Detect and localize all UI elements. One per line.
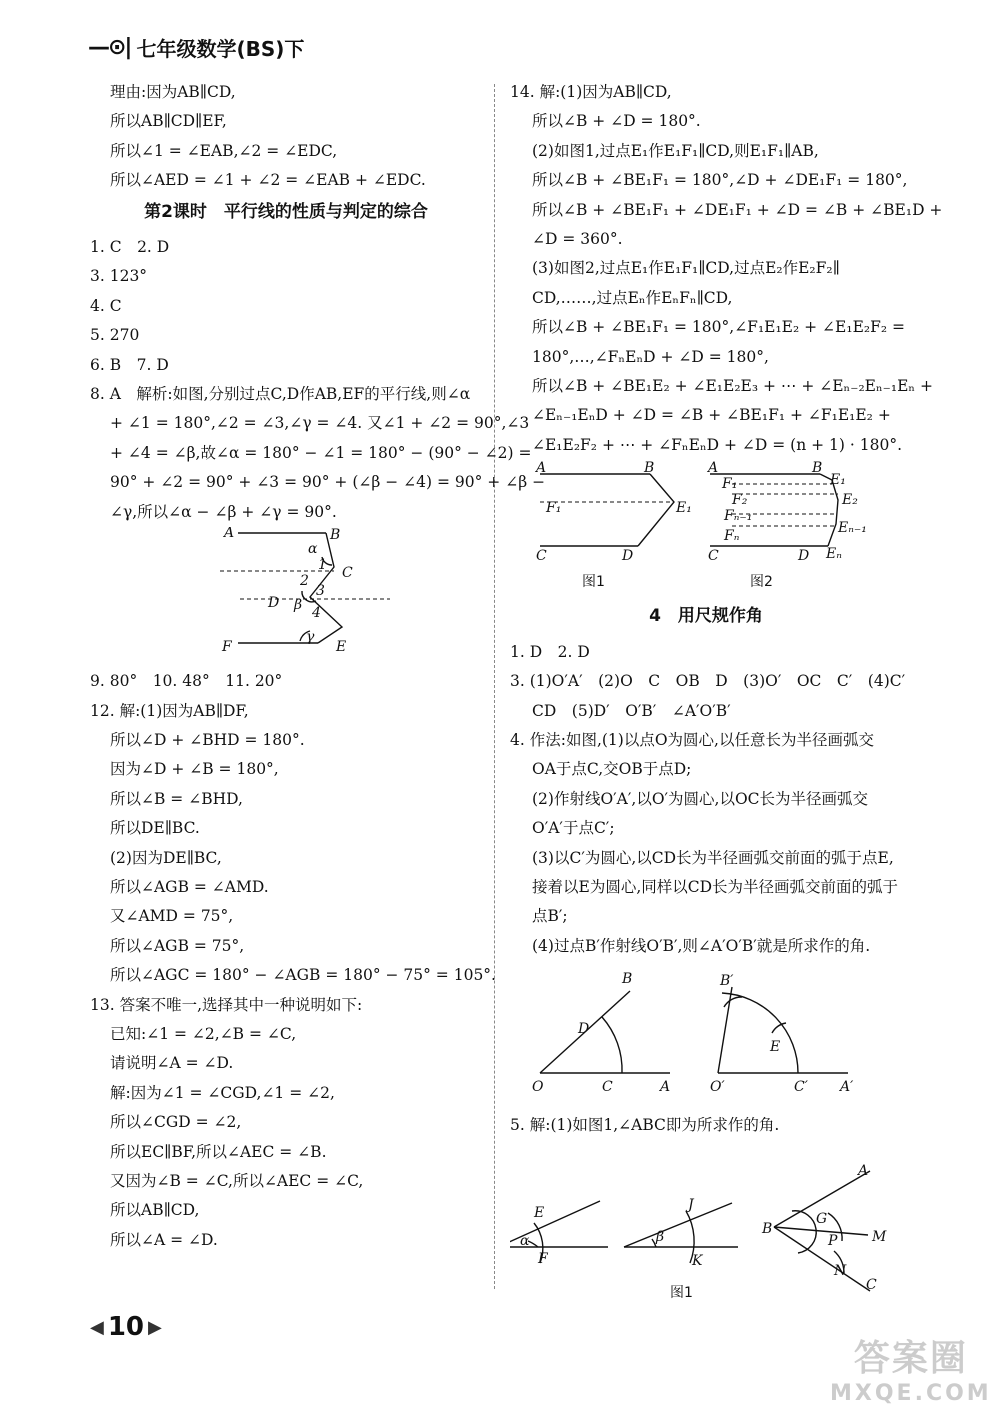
q12-line: 所以DE∥BC. [110,819,200,838]
fig-label: B′ [720,973,734,990]
watermark-url: MXQE.COM [830,1381,992,1406]
fig-label: Eₙ₋₁ [838,520,867,537]
q4-line: 接着以E为圆心,同样以CD长为半径画弧交前面的弧于 [532,877,899,896]
right-arrow-icon: ▶ [148,1316,162,1338]
answer-line: 4. C [90,296,122,315]
fig-label: 3 [316,583,325,600]
q14-line: 所以∠B + ∠BE₁F₁ + ∠DE₁F₁ + ∠D = ∠B + ∠BE₁D + [532,200,943,219]
fig-label: B [644,460,655,477]
fig-label: M [872,1228,887,1245]
q14-line: (3)如图2,过点E₁作E₁F₁∥CD,过点E₂作E₂F₂∥ [532,259,840,278]
q14-line: 所以∠B + ∠BE₁F₁ = 180°,∠F₁E₁E₂ + ∠E₁E₂F₂ = [532,318,905,337]
fig-label: N [834,1262,847,1279]
figure-q5 [510,1141,902,1301]
fig-label: E [336,639,347,656]
text-line: 所以∠1 = ∠EAB,∠2 = ∠EDC, [110,141,338,160]
fig-label: A [224,527,235,542]
answer-line: 1. D 2. D [510,642,590,661]
q14-line: 所以∠B + ∠D = 180°. [532,112,701,131]
fig-label: β [656,1228,665,1245]
answer-line: 3. 123° [90,267,148,286]
fig-label: α [308,541,318,558]
fig-label: B [622,971,633,988]
q12-line: 因为∠D + ∠B = 180°, [110,760,279,779]
q13-line: 又因为∠B = ∠C,所以∠AEC = ∠C, [110,1172,364,1190]
fig-label: D [798,548,810,565]
q14-line: 所以∠B + ∠BE₁E₂ + ∠E₁E₂E₃ + ⋯ + ∠Eₙ₋₂Eₙ₋₁Eₙ + [532,377,934,396]
fig-label: A [708,460,719,477]
answer-line: 6. B 7. D [90,355,169,374]
left-column [90,78,546,1255]
fig-label: A [858,1162,869,1179]
fig-label: C [602,1079,613,1096]
answer-line: 1. C 2. D [90,238,170,257]
q13-line: 所以EC∥BF,所以∠AEC = ∠B. [110,1142,327,1161]
fig-label: F₁ [546,500,562,517]
q8-line: 8. A 解析:如图,分别过点C,D作AB,EF的平行线,则∠α [90,385,471,404]
figure-caption: 图1 [670,1284,693,1301]
fig-label: γ [306,629,315,646]
fig-label: O′ [710,1079,725,1096]
fig-label: C [342,565,353,582]
fig-label: B [762,1220,773,1237]
q4-line: OA于点C,交OB于点D; [532,760,692,779]
book-title: 七年级数学(BS)下 [136,36,305,61]
q12-line: 所以∠AGC = 180° − ∠AGB = 180° − 75° = 105°. [110,966,496,985]
book-logo-icon: —⊙| [88,34,131,60]
q4-line: (3)以C′为圆心,以CD长为半径画弧交前面的弧于点E, [532,848,894,867]
q13-line: 已知:∠1 = ∠2,∠B = ∠C, [110,1024,297,1043]
q13-line: 所以∠CGD = ∠2, [110,1113,242,1132]
column-divider [494,84,495,1289]
q13-line: 13. 答案不唯一,选择其中一种说明如下: [90,995,363,1014]
fig-label: F [222,639,232,656]
q8-line: 90° + ∠2 = 90° + ∠3 = 90° + (∠β − ∠4) = 90° + ∠β − [110,473,546,492]
q12-line: 12. 解:(1)因为AB∥DF, [90,701,249,720]
q14-line: 14. 解:(1)因为AB∥CD, [510,83,672,101]
fig-label: Eₙ [826,546,842,563]
fig-label: F₁ [722,476,738,493]
q8-line: + ∠4 = ∠β,故∠α = 180° − ∠1 = 180° − (90° − ∠2) = [110,443,532,462]
watermark-text: 答案圈 [853,1338,968,1379]
figure-q8 [90,527,482,667]
q13-line: 所以AB∥CD, [110,1201,200,1220]
figure-caption: 图2 [750,574,773,591]
q4-line: (4)过点B′作射线O′B′,则∠A′O′B′就是所求作的角. [532,936,871,955]
watermark [830,1330,992,1406]
fig-label: E₂ [842,492,858,509]
fig-label: O [532,1079,544,1096]
q4-line: O′A′于点C′; [532,819,615,838]
fig-label: J [688,1196,694,1213]
fig-label: E₁ [676,500,692,517]
q13-line: 所以∠A = ∠D. [110,1230,218,1249]
q12-line: (2)因为DE∥BC, [110,848,222,867]
fig-label: Fₙ [724,528,740,545]
page-number [86,1312,166,1342]
fig-label: D [622,548,634,565]
fig-label: D [268,595,280,612]
fig-label: C [536,548,547,565]
q4-line: (2)作射线O′A′,以O′为圆心,以OC长为半径画弧交 [532,789,869,808]
fig-label: E₁ [830,472,846,489]
fig-label: F₂ [732,492,748,509]
q12-line: 所以∠AGB = ∠AMD. [110,877,269,896]
fig-label: G [816,1210,828,1227]
answer-line: 5. 270 [90,326,140,345]
q14-line: 180°,…,∠FₙEₙD + ∠D = 180°, [532,347,769,366]
q13-line: 解:因为∠1 = ∠CGD,∠1 = ∠2, [110,1083,335,1102]
q4-line: 4. 作法:如图,(1)以点O为圆心,以任意长为半径画弧交 [510,730,874,749]
figure-q14 [510,460,902,600]
section-title: 4 用尺规作角 [649,606,763,627]
right-column [510,78,943,1301]
fig-label: A [536,460,547,477]
q14-line: (2)如图1,过点E₁作E₁F₁∥CD,则E₁F₁∥AB, [532,141,819,160]
fig-label: B [330,527,341,544]
fig-label: F [538,1250,548,1267]
fig-label: 1 [318,557,327,574]
fig-label: A′ [840,1079,854,1096]
q14-line: CD,……,过点Eₙ作EₙFₙ∥CD, [532,288,733,307]
page-number-text: 10 [107,1312,145,1342]
answer-line: 3. (1)O′A′ (2)O C OB D (3)O′ OC C′ (4)C′ [510,672,906,691]
fig-label: E [534,1204,545,1221]
q14-line: 所以∠B + ∠BE₁F₁ = 180°,∠D + ∠DE₁F₁ = 180°, [532,171,908,190]
fig-label: P [828,1232,838,1249]
q14-line: ∠D = 360°. [532,230,623,249]
q14-line: ∠E₁E₂F₂ + ⋯ + ∠FₙEₙD + ∠D = (n + 1) · 180°. [532,435,903,454]
fig-label: C′ [794,1079,808,1096]
q12-line: 所以∠B = ∠BHD, [110,789,243,808]
q12-line: 又∠AMD = 75°, [110,907,234,926]
fig-label: 2 [300,573,309,590]
fig-label: A [660,1079,671,1096]
section-title: 第2课时 平行线的性质与判定的综合 [144,201,428,222]
fig-label: D [578,1021,590,1038]
q13-line: 请说明∠A = ∠D. [110,1054,234,1073]
fig-label: C [708,548,719,565]
answer-line: CD (5)D′ O′B′ ∠A′O′B′ [532,701,731,720]
page-header [88,32,304,62]
text-line: 理由:因为AB∥CD, [110,83,236,101]
fig-label: K [692,1252,703,1269]
figure-q4 [510,961,902,1111]
q5-line: 5. 解:(1)如图1,∠ABC即为所求作的角. [510,1116,780,1135]
q14-line: ∠Eₙ₋₁EₙD + ∠D = ∠B + ∠BE₁F₁ + ∠F₁E₁E₂ + [532,406,891,425]
text-line: 所以∠AED = ∠1 + ∠2 = ∠EAB + ∠EDC. [110,171,426,190]
q12-line: 所以∠AGB = 75°, [110,936,245,955]
q4-line: 点B′; [532,907,568,926]
q8-line: ∠γ,所以∠α − ∠β + ∠γ = 90°. [110,502,337,521]
text-line: 所以AB∥CD∥EF, [110,112,227,131]
q8-line: + ∠1 = 180°,∠2 = ∠3,∠γ = ∠4. 又∠1 + ∠2 = 90°,∠3 [110,414,530,433]
answer-line: 9. 80° 10. 48° 11. 20° [90,672,283,691]
fig-label: α [520,1232,530,1249]
fig-label: β [294,597,303,614]
fig-label: B [812,460,823,477]
fig-label: C [866,1276,877,1293]
left-arrow-icon: ◀ [90,1316,104,1338]
q12-line: 所以∠D + ∠BHD = 180°. [110,730,305,749]
fig-label: E [770,1039,781,1056]
figure-caption: 图1 [582,574,605,591]
fig-label: Fₙ₋₁ [724,508,753,525]
fig-label: 4 [312,605,321,622]
